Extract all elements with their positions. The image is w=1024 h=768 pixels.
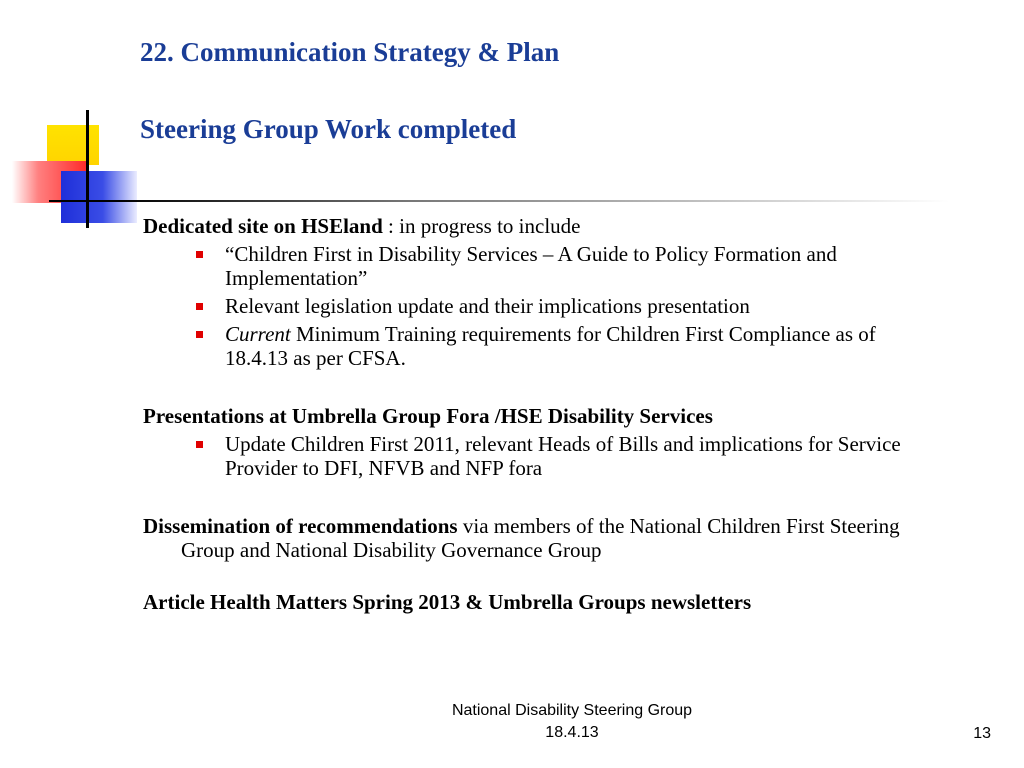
list-item-italic-text: Current xyxy=(225,322,291,346)
slide-title: 22. Communication Strategy & Plan xyxy=(140,37,560,67)
footer-date: 18.4.13 xyxy=(545,724,599,741)
slide-footer xyxy=(372,700,772,744)
list-item xyxy=(225,322,943,370)
decorative-blue-square xyxy=(61,171,137,223)
section-heading-dissemination: Dissemination of recommendations xyxy=(143,514,458,538)
square-bullet-icon xyxy=(196,441,203,448)
section-article xyxy=(143,590,943,614)
section-heading-article: Article Health Matters Spring 2013 & Umbrella Groups newsletters xyxy=(143,590,752,614)
section-dissemination xyxy=(143,514,943,562)
list-item-text: “Children First in Disability Services – A Guide to Policy Formation and Implementation” xyxy=(225,242,837,290)
list-item xyxy=(225,294,943,318)
section-presentations xyxy=(143,404,943,428)
bullet-list-presentations xyxy=(143,432,943,480)
slide-body xyxy=(143,214,943,614)
bullet-list-hseland xyxy=(143,242,943,370)
square-bullet-icon xyxy=(196,251,203,258)
list-item xyxy=(225,432,943,480)
section-text-hseland: : in progress to include xyxy=(382,214,581,238)
section-hseland xyxy=(143,214,943,238)
slide-subtitle: Steering Group Work completed xyxy=(140,114,517,144)
decorative-vertical-line xyxy=(86,110,89,228)
list-item-text: Relevant legislation update and their implications presentation xyxy=(225,294,750,318)
slide-number: 13 xyxy=(973,725,991,742)
square-bullet-icon xyxy=(196,331,203,338)
footer-organization: National Disability Steering Group xyxy=(451,702,693,719)
decorative-yellow-square xyxy=(47,125,99,165)
section-text-dissemination: via members of the National Children First Steering Group and National Disability Governance Group xyxy=(181,514,900,562)
section-heading-presentations: Presentations at Umbrella Group Fora /HSE Disability Services xyxy=(143,404,713,428)
section-heading-hseland: Dedicated site on HSEland xyxy=(143,214,383,238)
title-divider-line xyxy=(49,200,949,202)
list-item-text: Update Children First 2011, relevant Heads of Bills and implications for Service Provider to DFI, NFVB and NFP fora xyxy=(225,432,901,480)
square-bullet-icon xyxy=(196,303,203,310)
list-item xyxy=(225,242,943,290)
list-item-text: Minimum Training requirements for Children First Compliance as of 18.4.13 as per CFSA. xyxy=(225,322,876,370)
